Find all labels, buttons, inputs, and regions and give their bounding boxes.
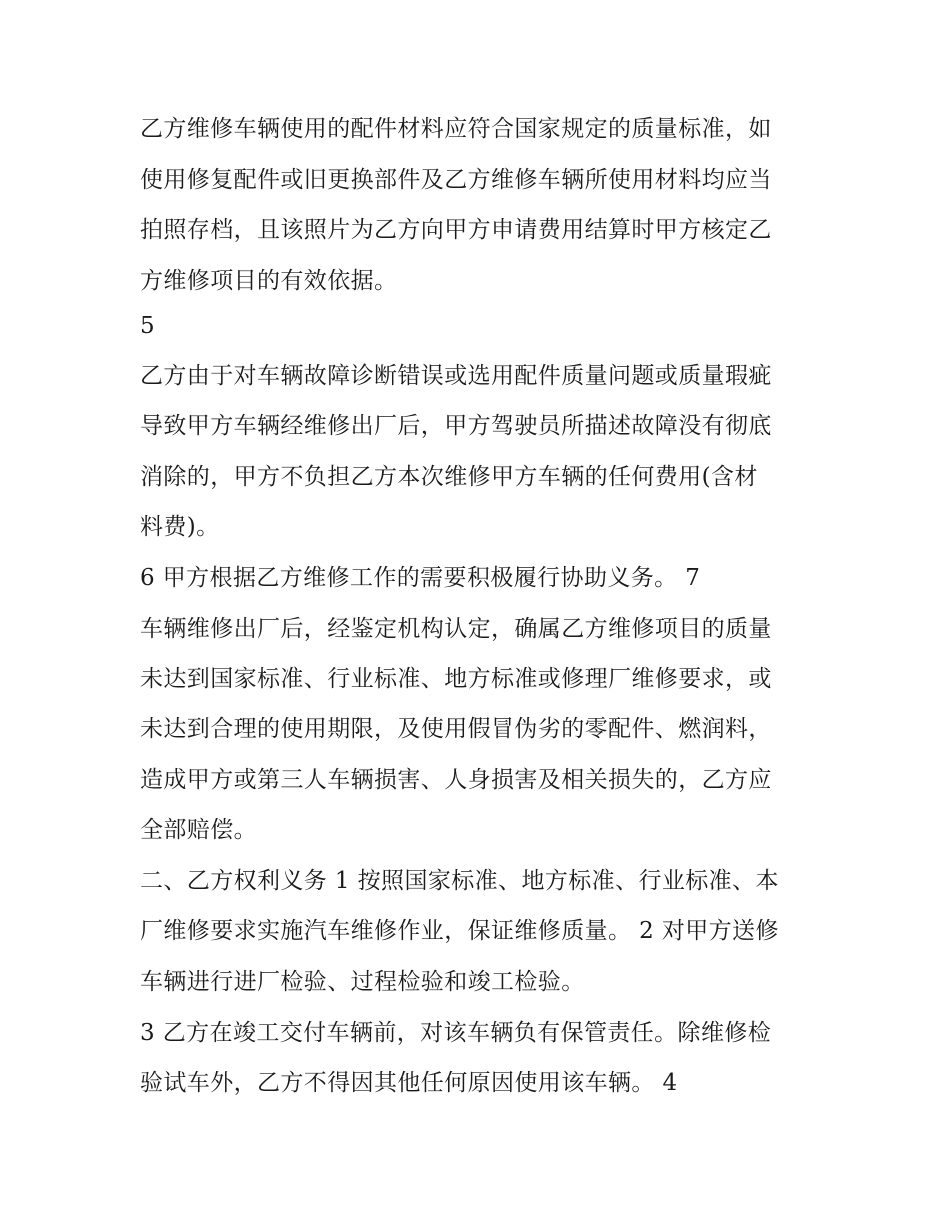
text-line: 6 甲方根据乙方维修工作的需要积极履行协助义务。 7 — [140, 565, 701, 591]
text-line: 车辆维修出厂后，经鉴定机构认定，确属乙方维修项目的质量 — [140, 616, 772, 642]
text-line: 未达到国家标准、行业标准、地方标准或修理厂维修要求，或 — [140, 666, 772, 692]
text-line: 使用修复配件或旧更换部件及乙方维修车辆所使用材料均应当 — [140, 167, 772, 193]
text-line: 3 乙方在竣工交付车辆前，对该车辆负有保管责任。除维修检 — [140, 1020, 772, 1046]
text-line: 消除的，甲方不负担乙方本次维修甲方车辆的任何费用(含材 — [140, 464, 758, 490]
section-number: 5 — [140, 313, 156, 339]
text-line: 导致甲方车辆经维修出厂后，甲方驾驶员所描述故障没有彻底 — [140, 413, 772, 439]
text-line: 乙方维修车辆使用的配件材料应符合国家规定的质量标准，如 — [140, 116, 772, 142]
text-line: 车辆进行进厂检验、过程检验和竣工检验。 — [140, 969, 585, 995]
text-line: 二、乙方权利义务 1 按照国家标准、地方标准、行业标准、本 — [140, 868, 779, 894]
text-line: 未达到合理的使用期限，及使用假冒伪劣的零配件、燃润料， — [140, 716, 772, 742]
text-line: 料费)。 — [140, 514, 220, 540]
text-line: 方维修项目的有效依据。 — [140, 268, 398, 294]
text-line: 乙方由于对车辆故障诊断错误或选用配件质量问题或质量瑕疵 — [140, 363, 772, 389]
text-line: 验试车外，乙方不得因其他任何原因使用该车辆。 4 — [140, 1070, 678, 1096]
text-line: 拍照存档，且该照片为乙方向甲方申请费用结算时甲方核定乙 — [140, 217, 772, 243]
text-line: 全部赔偿。 — [140, 817, 257, 843]
text-line: 厂维修要求实施汽车维修作业，保证维修质量。 2 对甲方送修 — [140, 918, 779, 944]
text-line: 造成甲方或第三人车辆损害、人身损害及相关损失的，乙方应 — [140, 767, 772, 793]
